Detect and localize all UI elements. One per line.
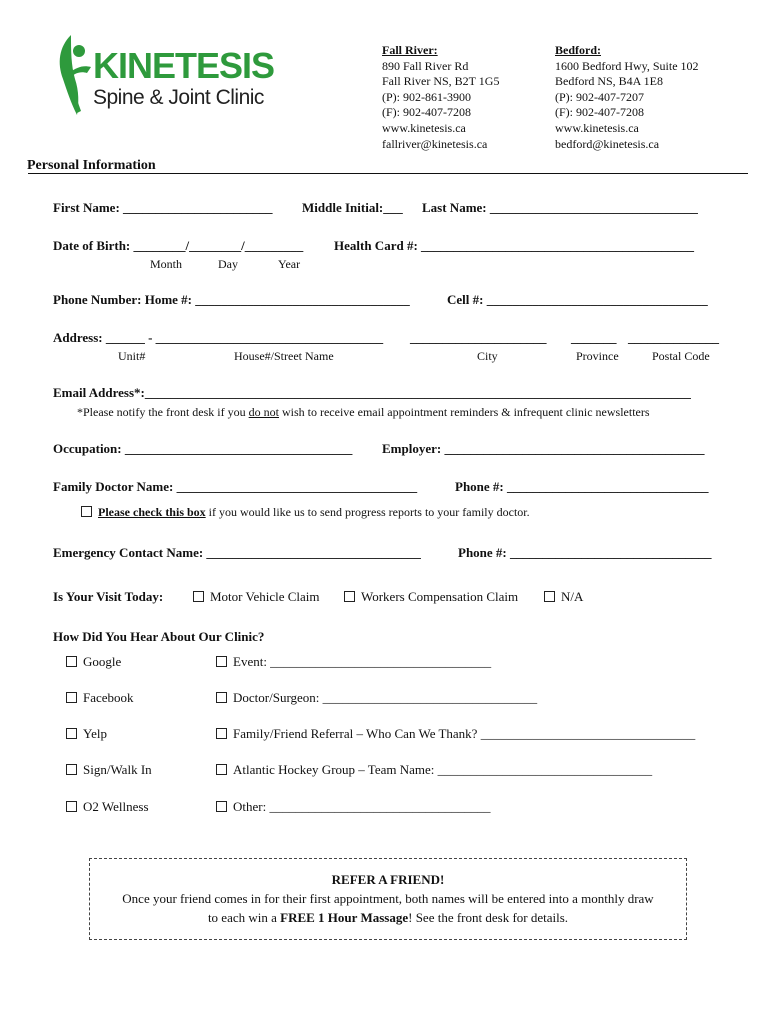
checkbox[interactable] bbox=[216, 692, 227, 703]
email-note-text: wish to receive email appointment reminders & infrequent clinic newsletters bbox=[278, 405, 650, 419]
doctor-phone-field[interactable]: Phone #: _______________________________ bbox=[455, 479, 709, 494]
emergency-phone-field[interactable]: Phone #: _______________________________ bbox=[458, 545, 712, 560]
refer-prize: FREE 1 Hour Massage bbox=[280, 910, 409, 925]
address-line: (F): 902-407-7208 bbox=[555, 105, 644, 120]
brand-tagline: Spine & Joint Clinic bbox=[93, 86, 264, 109]
refer-line-1: Once your friend comes in for their first appointment, both names will be entered into a monthly draw bbox=[122, 891, 654, 906]
emergency-contact-field[interactable]: Emergency Contact Name: _________________________________ bbox=[53, 545, 421, 560]
referral-source-label: How Did You Hear About Our Clinic? bbox=[53, 629, 265, 644]
home-phone-field[interactable]: Phone Number: Home #: _________________________________ bbox=[53, 292, 410, 307]
month-label: Month bbox=[150, 257, 183, 271]
city-field[interactable]: _____________________ bbox=[410, 330, 547, 345]
street-address-field[interactable]: Address: ______ - ___________________________________ bbox=[53, 330, 384, 345]
source-option-event[interactable] bbox=[216, 654, 491, 670]
brand-name: KINETESIS bbox=[93, 45, 275, 86]
email-note-emphasis: do not bbox=[248, 405, 279, 419]
cell-phone-field[interactable]: Cell #: __________________________________ bbox=[447, 292, 708, 307]
section-title: Personal Information bbox=[27, 158, 156, 173]
employer-field[interactable]: Employer: ________________________________________ bbox=[382, 441, 705, 456]
option-label: O2 Wellness bbox=[83, 799, 149, 814]
checkbox[interactable] bbox=[216, 728, 227, 739]
family-doctor-field[interactable]: Family Doctor Name: _____________________________________ bbox=[53, 479, 418, 494]
address-line: Bedford NS, B4A 1E8 bbox=[555, 74, 663, 89]
address-line: 890 Fall River Rd bbox=[382, 58, 469, 73]
bedford-heading: Bedford: bbox=[555, 43, 601, 57]
option-label: Other: __________________________________ bbox=[233, 799, 491, 814]
option-label: Yelp bbox=[83, 726, 107, 741]
source-option-google[interactable] bbox=[66, 654, 121, 670]
option-label: Motor Vehicle Claim bbox=[210, 589, 320, 604]
option-label: Workers Compensation Claim bbox=[361, 589, 519, 604]
checkbox-label-bold: Please check this box bbox=[98, 505, 206, 519]
source-option-other[interactable] bbox=[216, 799, 490, 815]
visit-type-label: Is Your Visit Today: bbox=[53, 589, 164, 604]
email-note bbox=[77, 405, 650, 420]
refer-title: REFER A FRIEND! bbox=[331, 872, 445, 887]
address-line: (P): 902-861-3900 bbox=[382, 89, 471, 104]
checkbox[interactable] bbox=[193, 591, 204, 602]
refer-text: ! See the front desk for details. bbox=[408, 910, 569, 925]
email-note-text: *Please notify the front desk if you bbox=[77, 405, 249, 419]
source-option-sign-walk-in[interactable] bbox=[66, 762, 152, 778]
province-field[interactable]: _______ bbox=[571, 330, 617, 345]
clinic-logo bbox=[57, 33, 275, 118]
visit-option-na[interactable] bbox=[544, 589, 583, 605]
source-option-hockey-group[interactable] bbox=[216, 762, 652, 778]
address-line: bedford@kinetesis.ca bbox=[555, 136, 660, 151]
last-name-field[interactable]: Last Name: ________________________________ bbox=[422, 200, 698, 215]
house-street-label: House#/Street Name bbox=[234, 349, 334, 363]
option-label: Sign/Walk In bbox=[83, 762, 152, 777]
unit-label: Unit# bbox=[118, 349, 146, 363]
visit-option-workers-comp[interactable] bbox=[344, 589, 518, 605]
checkbox[interactable] bbox=[216, 764, 227, 775]
checkbox-label: if you would like us to send progress reports to your family doctor. bbox=[205, 505, 530, 519]
address-line: fallriver@kinetesis.ca bbox=[382, 136, 488, 151]
date-of-birth-field[interactable]: Date of Birth: ________/________/_________ bbox=[53, 238, 304, 253]
checkbox[interactable] bbox=[66, 764, 77, 775]
address-line: Fall River NS, B2T 1G5 bbox=[382, 74, 500, 89]
occupation-field[interactable]: Occupation: ___________________________________ bbox=[53, 441, 353, 456]
address-line: www.kinetesis.ca bbox=[555, 120, 639, 135]
checkbox[interactable] bbox=[216, 656, 227, 667]
checkbox[interactable] bbox=[66, 692, 77, 703]
section-divider bbox=[28, 173, 748, 174]
checkbox[interactable] bbox=[544, 591, 555, 602]
city-label: City bbox=[477, 349, 498, 363]
checkbox[interactable] bbox=[344, 591, 355, 602]
fall-river-heading: Fall River: bbox=[382, 43, 438, 57]
email-field[interactable]: Email Address*:____________________________________________________________________________________ bbox=[53, 385, 691, 400]
postal-code-label: Postal Code bbox=[652, 349, 710, 363]
checkbox[interactable] bbox=[66, 728, 77, 739]
address-line: 1600 Bedford Hwy, Suite 102 bbox=[555, 58, 699, 73]
option-label: Family/Friend Referral – Who Can We Thank? _________________________________ bbox=[233, 726, 696, 741]
refer-line-2 bbox=[90, 908, 686, 927]
option-label: Facebook bbox=[83, 690, 134, 705]
source-option-o2-wellness[interactable] bbox=[66, 799, 149, 815]
checkbox[interactable] bbox=[216, 801, 227, 812]
refer-a-friend-box bbox=[89, 858, 687, 940]
option-label: Google bbox=[83, 654, 122, 669]
progress-report-checkbox-row[interactable] bbox=[81, 505, 530, 520]
option-label: Atlantic Hockey Group – Team Name: _________________________________ bbox=[233, 762, 653, 777]
fall-river-address bbox=[382, 43, 499, 152]
middle-initial-field[interactable]: Middle Initial:___ bbox=[302, 200, 403, 215]
postal-code-field[interactable]: ______________ bbox=[628, 330, 719, 345]
option-label: N/A bbox=[561, 589, 584, 604]
province-label: Province bbox=[576, 349, 619, 363]
address-line: www.kinetesis.ca bbox=[382, 120, 466, 135]
first-name-field[interactable]: First Name: _______________________ bbox=[53, 200, 273, 215]
address-line: (P): 902-407-7207 bbox=[555, 89, 644, 104]
checkbox[interactable] bbox=[66, 801, 77, 812]
checkbox[interactable] bbox=[66, 656, 77, 667]
year-label: Year bbox=[278, 257, 301, 271]
refer-text: to each win a bbox=[207, 910, 281, 925]
address-line: (F): 902-407-7208 bbox=[382, 105, 471, 120]
checkbox[interactable] bbox=[81, 506, 92, 517]
bedford-address bbox=[555, 43, 699, 152]
source-option-doctor[interactable] bbox=[216, 690, 537, 706]
health-card-field[interactable]: Health Card #: __________________________________________ bbox=[334, 238, 695, 253]
option-label: Event: __________________________________ bbox=[233, 654, 492, 669]
option-label: Doctor/Surgeon: _________________________________ bbox=[233, 690, 538, 705]
source-option-yelp[interactable] bbox=[66, 726, 107, 742]
source-option-family-friend[interactable] bbox=[216, 726, 695, 742]
day-label: Day bbox=[218, 257, 238, 271]
source-option-facebook[interactable] bbox=[66, 690, 134, 706]
visit-option-motor-vehicle[interactable] bbox=[193, 589, 320, 605]
